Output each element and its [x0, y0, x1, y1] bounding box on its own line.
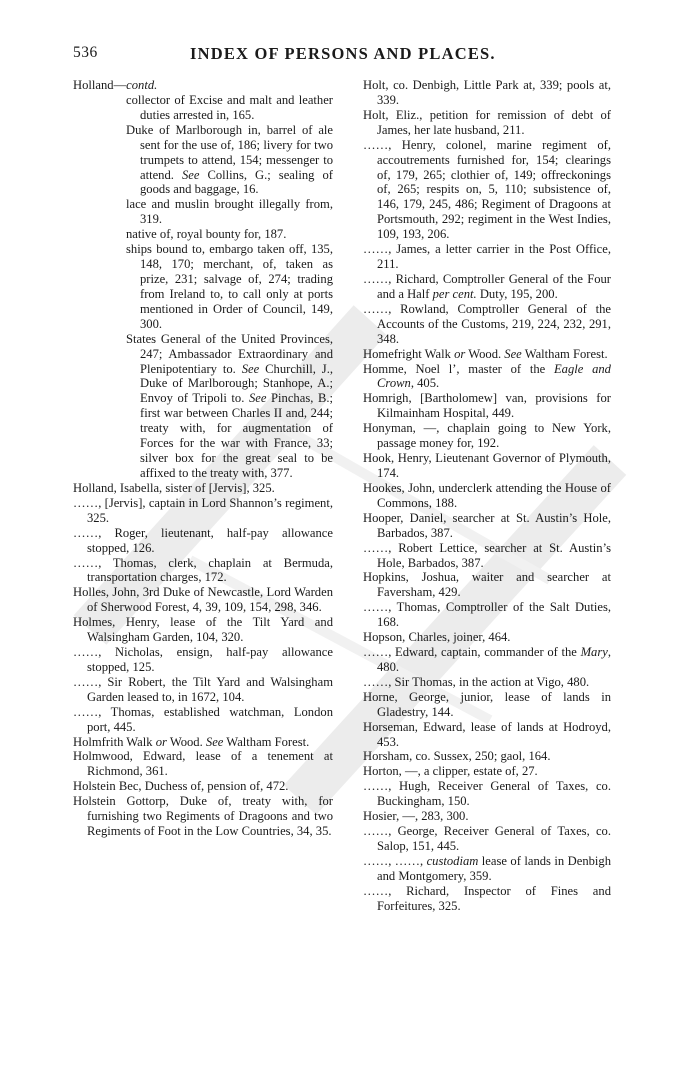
entry-text: Holstein Bec, Duchess of, pension of, 472.	[73, 779, 289, 794]
entry-text: lease of lands in Denbigh and Montgomery, 359.	[377, 853, 612, 883]
entry-text: , 405.	[410, 376, 440, 391]
index-entry	[73, 675, 333, 705]
entry-text: Holmfrith Walk	[73, 734, 156, 749]
index-entry	[363, 630, 611, 645]
index-entry	[363, 570, 611, 600]
entry-text: ……, Sir Robert, the Tilt Yard and Walsingham Garden leased to, in 1672, 104.	[73, 674, 333, 704]
index-entry	[73, 615, 333, 645]
index-entry	[363, 78, 611, 108]
index-entry	[363, 511, 611, 541]
entry-text: Holmwood, Edward, lease of a tenement at Richmond, 361.	[73, 749, 333, 779]
index-entry	[363, 362, 611, 392]
entry-text: or	[454, 346, 466, 361]
entry-text: ……, Edward, captain, commander of the	[363, 645, 581, 660]
entry-text: per cent.	[432, 286, 477, 301]
entry-text: Waltham Forest.	[223, 734, 310, 749]
index-subentry	[73, 197, 333, 227]
index-subentry	[73, 123, 333, 198]
entry-text: Wood.	[465, 346, 505, 361]
index-entry	[363, 138, 611, 242]
entry-text: Horseman, Edward, lease of lands at Hodroyd, 453.	[363, 719, 611, 749]
entry-text: See	[181, 167, 200, 182]
index-entry	[363, 347, 611, 362]
entry-text: ……, Nicholas, ensign, half-pay allowance stopped, 125.	[73, 645, 333, 674]
index-entry	[363, 272, 611, 302]
index-entry	[363, 645, 611, 675]
index-entry	[73, 78, 333, 93]
entry-text: Churchill, J., Duke of Marlborough; Stanhope, A.; Envoy of Tripoli to.	[140, 361, 334, 406]
index-entry	[363, 764, 611, 779]
index-entry	[73, 645, 333, 675]
entry-text: ……, Robert Lettice, searcher at St. Austin’s Hole, Barbados, 387.	[363, 540, 611, 570]
entry-text: Duty, 195, 200.	[476, 286, 558, 301]
entry-text: Hosier, —, 283, 300.	[363, 809, 469, 824]
index-entry	[363, 809, 611, 824]
entry-text: ships bound to, embargo taken off, 135, 148, 170; merchant, of, taken as prize, 231; salvage of, 274; trading from Ireland to, to call only at ports mentioned in Order of Council, 149, 300.	[126, 242, 333, 331]
entry-text: or	[155, 734, 167, 749]
page-number: 536	[73, 44, 98, 61]
entry-text: Holles, John, 3rd Duke of Newcastle, Lord Warden of Sherwood Forest, 4, 39, 109, 154, 298, 346.	[73, 585, 333, 615]
index-subentry	[73, 332, 333, 481]
entry-text: Eagle and Crown	[377, 361, 611, 391]
entry-text: ……, Richard, Inspector of Fines and Forfeitures, 325.	[363, 883, 611, 913]
entry-text: Horton, —, a clipper, estate of, 27.	[363, 764, 538, 779]
running-head: INDEX OF PERSONS AND PLACES.	[190, 44, 496, 63]
index-entry	[363, 720, 611, 750]
index-entry	[363, 108, 611, 138]
index-entry	[73, 585, 333, 615]
index-subentry	[73, 242, 333, 332]
entry-text: Mary	[580, 645, 608, 660]
entry-text: Holt, Eliz., petition for remission of debt of James, her late husband, 211.	[363, 107, 611, 137]
entry-text: native of, royal bounty for, 187.	[126, 227, 287, 242]
entry-text: ……, [Jervis], captain in Lord Shannon’s regiment, 325.	[73, 495, 333, 525]
index-entry	[363, 824, 611, 854]
entry-text: ……, George, Receiver General of Taxes, co. Salop, 151, 445.	[363, 824, 611, 854]
entry-text: Hooper, Daniel, searcher at St. Austin’s Hole, Barbados, 387.	[363, 510, 611, 540]
entry-text: ……, Roger, lieutenant, half-pay allowance stopped, 126.	[73, 525, 333, 555]
index-entry	[363, 421, 611, 451]
entry-text: Homefright Walk	[363, 346, 455, 361]
index-entry	[73, 705, 333, 735]
index-subentry	[73, 93, 333, 123]
entry-text: See	[205, 734, 224, 749]
index-entry	[363, 854, 611, 884]
entry-text: See	[248, 391, 267, 406]
index-entry	[73, 794, 333, 839]
index-entry	[363, 749, 611, 764]
entry-text: ……, James, a letter carrier in the Post Office, 211.	[363, 242, 611, 272]
entry-text: Hopkins, Joshua, waiter and searcher at Faversham, 429.	[363, 570, 611, 600]
entry-text: Hookes, John, underclerk attending the House of Commons, 188.	[363, 480, 611, 510]
entry-text: custodiam	[426, 853, 479, 868]
index-entry	[363, 391, 611, 421]
index-entry	[363, 481, 611, 511]
entry-text: Holstein Gottorp, Duke of, treaty with, for furnishing two Regiments of Dragoons and two Regiments of Foot in the Low Countries, 34, 35.	[73, 794, 333, 839]
entry-text: ……, Richard, Comptroller General of the Four and a Half	[363, 271, 611, 301]
entry-text: , 480.	[377, 645, 611, 674]
index-entry	[73, 526, 333, 556]
index-entry	[73, 556, 333, 586]
entry-text: ……, Thomas, established watchman, London port, 445.	[73, 704, 333, 734]
entry-text: Horne, George, junior, lease of lands in Gladestry, 144.	[363, 689, 611, 719]
entry-text: lace and muslin brought illegally from, 319.	[126, 197, 333, 227]
entry-text: Holmes, Henry, lease of the Tilt Yard and Walsingham Garden, 104, 320.	[73, 615, 333, 645]
index-entry	[73, 481, 333, 496]
entry-text: Holland—	[73, 78, 127, 92]
entry-text: Hook, Henry, Lieutenant Governor of Plymouth, 174.	[363, 451, 611, 480]
entry-text: ……, Henry, colonel, marine regiment of, accoutrements furnished for, 154; clearings of, 179, 265; clothier of, 149; offreckonings of, 265; respits on, 5, 110; subsistence of, 146, 179, 245, 486; Regiment of Dragoons at Portsmouth, 292; regiment in the West Indies, 109, 193, 206.	[363, 137, 611, 242]
entry-text: ……, ……,	[363, 853, 427, 868]
index-entry	[363, 242, 611, 272]
index-entry	[363, 600, 611, 630]
entry-text: Wood.	[166, 734, 206, 749]
index-subentry	[73, 227, 333, 242]
entry-text: Holland, Isabella, sister of [Jervis], 325.	[73, 480, 275, 495]
entry-text: Homrigh, [Bartholomew] van, provisions for Kilmainham Hospital, 449.	[363, 391, 611, 421]
index-entry	[363, 675, 611, 690]
index-entry	[363, 779, 611, 809]
index-entry	[363, 690, 611, 720]
entry-text: Honyman, —, chaplain going to New York, passage money for, 192.	[363, 421, 611, 451]
index-column-right	[363, 78, 611, 914]
entry-text: ……, Rowland, Comptroller General of the Accounts of the Customs, 219, 224, 232, 291, 348.	[363, 301, 611, 346]
entry-text: Waltham Forest.	[521, 346, 608, 361]
index-entry	[73, 779, 333, 794]
index-entry	[363, 541, 611, 571]
index-entry	[73, 735, 333, 750]
entry-text: collector of Excise and malt and leather duties arrested in, 165.	[126, 92, 333, 122]
entry-text: ……, Sir Thomas, in the action at Vigo, 480.	[363, 674, 590, 689]
entry-text: Homme, Noel l’, master of the	[363, 361, 554, 376]
entry-text: Horsham, co. Sussex, 250; gaol, 164.	[363, 749, 551, 764]
entry-text: ……, Hugh, Receiver General of Taxes, co. Buckingham, 150.	[363, 779, 611, 809]
entry-text: ……, Thomas, clerk, chaplain at Bermuda, transportation charges, 172.	[73, 555, 333, 585]
entry-text: Duke of Marlborough in, barrel of ale sent for the use of, 186; livery for two trumpets to attend, 154; messenger to attend.	[126, 122, 333, 182]
entry-text: Holt, co. Denbigh, Little Park at, 339; pools at, 339.	[363, 78, 611, 107]
entry-text: States General of the United Provinces, 247; Ambassador Extraordinary and Plenipotentiary to.	[126, 331, 333, 376]
index-column-left	[73, 78, 333, 839]
index-entry	[73, 496, 333, 526]
entry-text: See	[241, 361, 260, 376]
entry-text: Pinchas, B.; first war between Charles II and, 244; treaty with, for augmentation of Forces for the war with France, 33; silver box for the great seal to be affixed to the treaty with, 377.	[140, 391, 333, 480]
entry-text: Hopson, Charles, joiner, 464.	[363, 630, 511, 645]
entry-text: contd.	[126, 78, 158, 92]
index-entry	[363, 451, 611, 481]
entry-text: Collins, G.; sealing of goods and baggage, 16.	[140, 167, 333, 197]
index-entry	[363, 302, 611, 347]
index-entry	[363, 884, 611, 914]
entry-text: See	[504, 346, 522, 361]
page-header	[73, 44, 613, 68]
index-entry	[73, 749, 333, 779]
entry-text: ……, Thomas, Comptroller of the Salt Duties, 168.	[363, 600, 611, 630]
